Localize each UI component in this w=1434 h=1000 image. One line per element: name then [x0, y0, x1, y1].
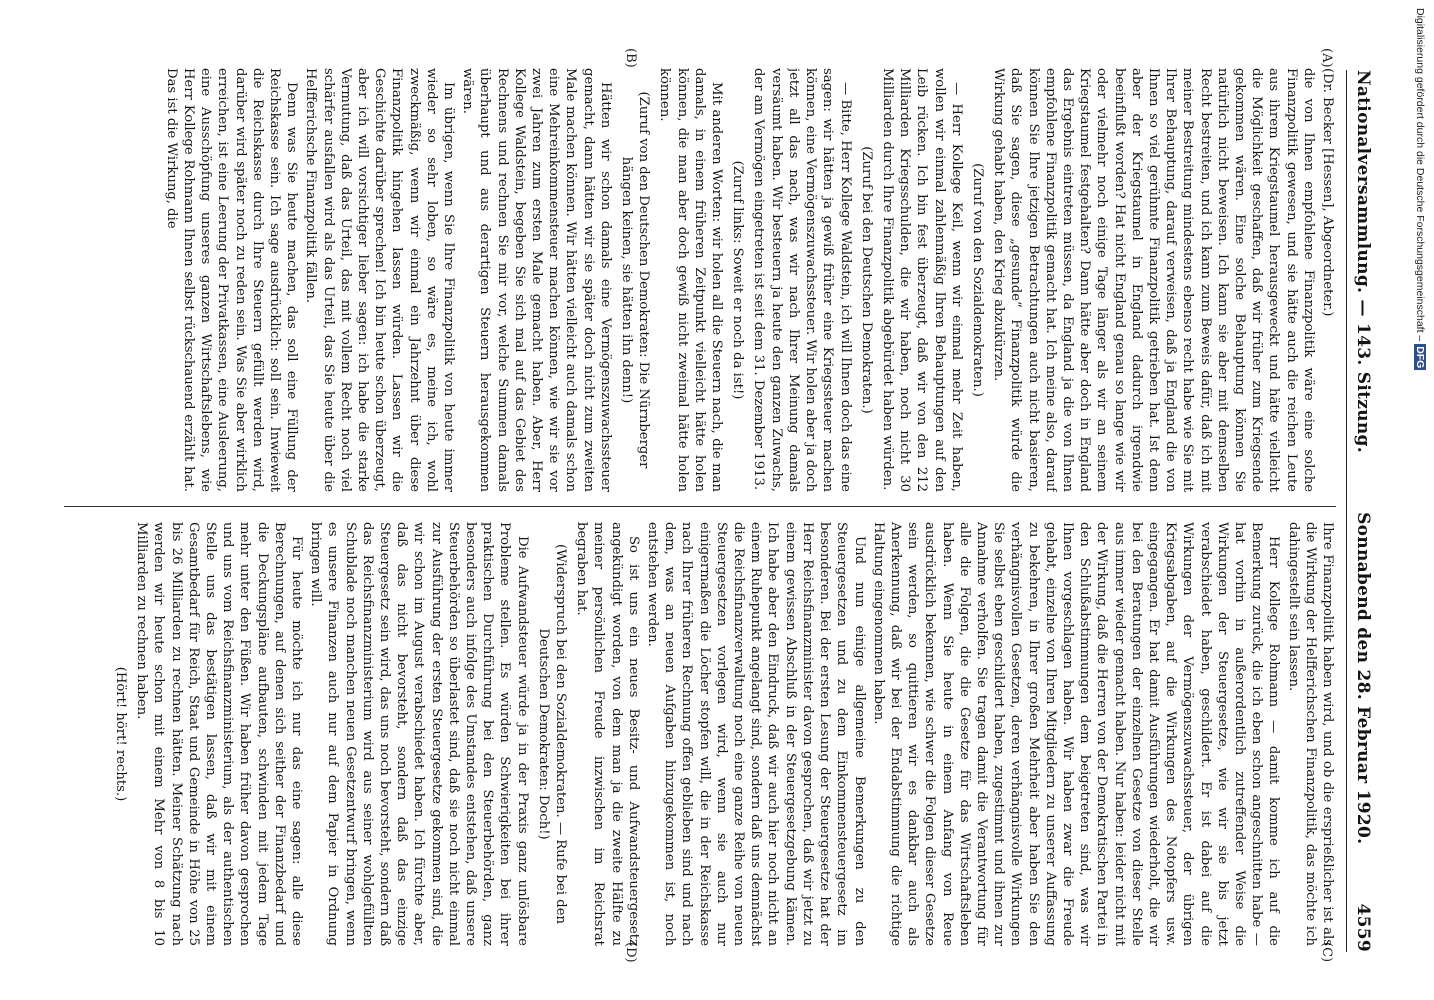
- paragraph: Hätten wir schon damals eine Vermögenszuwachssteuer gemacht, dann hätten wir sie später doch nicht zum zweiten Male machen können. Wir hätten vielleicht auch damals schon eine Mehreinkommensteuer machen können, wie wir sie vor zwei Jahren zum ersten Male gemacht haben. Aber, Herr Kollege Waldstein, begeben Sie sich mal auf das Gebiet des Rechnens und rechnen Sie mir vor, welche Summen damals überhaupt und aus derartigen Steuern herausgekommen wären.: [460, 68, 613, 492]
- paragraph: — Bitte, Herr Kollege Waldstein, ich will Ihnen doch das eine sagen: wir hätten ja gewiß früher eine Kriegssteuer machen können, eine Vermögenszuwachssteuer. Wir holen aber ja doch jetzt all das nach, was wir nach Ihrer Meinung damals versäumt haben. Wir besteuern ja heute den ganzen Zuwachs, der am Vermögen eingetreten ist seit dem 31. Dezember 1913.: [751, 68, 853, 492]
- interjection: (Widerspruch bei den Sozialdemokraten. — Rufe bei den Deutschen Demokraten: Doch!): [535, 543, 569, 925]
- header-date: Sonnabend den 28. Februar 1920.: [1353, 512, 1373, 845]
- dfg-logo: DFG: [1414, 346, 1426, 369]
- credit-text: [1412, 8, 1426, 984]
- margin-marker-a: (A): [1319, 48, 1334, 68]
- rotated-newspaper-page: [46, 42, 1398, 970]
- left-text-column: [64, 68, 1336, 492]
- paragraph: Im übrigen, wenn Sie Ihre Finanzpolitik von heute immer wieder so sehr loben, so wäre es, meine ich, wohl zweckmäßig, wenn wir einmal ein Jahrzehnt über diese Finanzpolitik hingehen lassen würden. Lassen wir die Geschichte darüber sprechen! Ich bin heute schon überzeugt, aber ich will vorsichtiger lieber sagen: ich habe die starke Vermutung, daß das Urteil, das mit vollem Recht noch viel schärfer ausfallen wird als das Urteil, das Sie heute über die Helfferichsche Finanzpolitik fällen.: [303, 68, 457, 492]
- paragraph: die von Ihnen empfohlene Finanzpolitik wäre eine solche Finanzpolitik gewesen, und sie hätte auch die reichen Leute aus ihrem Kriegstaumel herausgeweckt und hätte vielleicht die Möglichkeit geschaffen, daß wir früher zum Kriegsende gekommen wären. Eine solche Behauptung können Sie natürlich nicht beweisen. Ich kann sie aber mit demselben Recht bestreiten, und ich kann zum Beweis dafür, daß ich mit meiner Bestreitung mindestens ebenso recht habe wie Sie mit Ihrer Behauptung, darauf verweisen, daß ja England die von Ihnen so viel gerühmte Finanzpolitik getrieben hat. Ist denn aber der Kriegstaumel in England dadurch irgendwie beeinflußt worden? Hat nicht England genau so lange wie wir oder vielmehr noch einige Tage länger als wir an seinem Kriegstaumel festgehalten? Dann hätte aber doch in England das Ergebnis eintreten müssen, da England ja die von Ihnen empfohlene Finanzpolitik gemacht hat. Ich meine also, darauf können Sie Ihre jetzigen Betrachtungen auch nicht basieren, daß Sie sagen, diese „gesunde“ Finanzpolitik würde die Wirkung gehabt haben, den Krieg abzukürzen.: [991, 68, 1316, 492]
- header-session: Nationalversammlung. — 143. Sitzung.: [1353, 70, 1373, 453]
- paragraph: Und nun einige allgemeine Bemerkungen zu den Steuergesetzen und zu dem Einkommensteuergesetz im besonderen. Bei der ersten Lesung der Steuergesetze hat der Herr Reichsfinanzminister davon gesprochen, daß wir jetzt zu einem gewissen Abschluß in der Steuergesetzgebung kämen. Ich habe aber den Eindruck, daß wir auch hier noch nicht an einem Ruhepunkt angelangt sind, sondern daß uns demnächst die Reichsfinanzverwaltung noch eine ganze Reihe von neuen Steuergesetzen vorlegen wird, wenn sie auch nur einigermaßen die Löcher stopfen will, die in der Reichskasse nach Ihrer früheren Rechnung offen geblieben sind und nach dem, was an neuen Aufgaben hinzugekommen ist, noch entstehen werden.: [645, 522, 867, 946]
- paragraph: Mit anderen Worten: wir holen all die Steuern nach, die man damals, in einem früheren Zeitpunkt vielleicht hätte holen können, die man aber doch gewiß nicht zweimal hätte holen können.: [657, 68, 725, 492]
- interjection: (Zuruf von den Sozialdemokraten.): [969, 163, 985, 397]
- running-head: [1350, 70, 1376, 952]
- interjection: (Zuruf von den Deutschen Demokraten: Die Nürnberger hängen keinen, sie hätten ihn denn!): [619, 91, 652, 469]
- digitization-credit: [1410, 8, 1432, 992]
- header-rule: [1346, 70, 1347, 952]
- paragraph: Für heute möchte ich nur das eine sagen: alle diese Berechnungen, auf denen sich seither der Finanzbedarf und die Deckungspläne aufbauten, schwinden mit jedem Tage mehr unter den Füßen. Wir haben früher davon gesprochen und uns vom Reichsfinanzministerium, als der authentischen Stelle uns das bestätigen lassen, daß wir mit einem Gesamtbedarf für Reich, Staat und Gemeinde in Höhe von 25 bis 26 Milliarden zu rechnen hätten. Meiner Schätzung nach werden wir heute schon mit einem Mehr von 8 bis 10 Milliarden zu rechnen haben.: [134, 522, 305, 946]
- paragraph: Denn was Sie heute machen, das soll eine Füllung der Reichskasse sein. Ich sage ausdrücklich: soll sein. Inwieweit die Reichskasse durch Ihre Steuern gefüllt werden wird, darüber wird später noch zu reden sein. Was Sie aber wirklich erreichen, ist eine Leerung der Privatkassen, eine Ausleerung, eine Ausschöpfung unseres ganzen Wirtschaftslebens, wie Herr Kollege Rohmann Ihnen selbst rückschauend erzählt hat. Das ist die Wirkung, die: [163, 68, 300, 492]
- interjection: (Zuruf links: Soweit er noch da ist!): [730, 160, 746, 400]
- margin-marker-d: (D): [623, 942, 638, 963]
- paragraph: So ist uns ein neues Besitz- und Aufwandsteuergesetz angekündigt worden, von dem man ja die zweite Hälfte zu meiner persönlichen Freude inzwischen im Reichsrat begraben hat.: [574, 522, 641, 946]
- paragraph: Ihre Finanzpolitik haben wird, und ob die ersprießlicher ist als die Wirkung der Helfferichschen Finanzpolitik, das möchte ich dahingestellt sein lassen.: [1285, 522, 1335, 946]
- paragraph: Die Aufwandsteuer würde ja in der Praxis ganz unlösbare Probleme stellen. Es würden Schwierigkeiten bei ihrer praktischen Durchführung bei den Steuerbehörden, ganz besonders auch infolge des Umstandes entstehen, daß unsere Steuerbehörden so überlastet sind, daß sie noch nicht einmal zur Ausführung der ersten Steuergesetze gekommen sind, die wir schon im August verabschiedet haben. Ich fürchte aber, daß das nicht bevorsteht, sondern daß das einzige Steuergesetz sein wird, das uns noch bevorsteht, sondern daß das Reichsfinanzministerium wird aus seiner wohlgefüllten Schublade noch manchen neuen Gesetzentwurf bringen, wenn es unsere Finanzen auch nur auf dem Papier in Ordnung bringen will.: [308, 522, 530, 946]
- right-text-column: [64, 522, 1336, 946]
- page-number: 4559: [1353, 903, 1373, 952]
- paragraph: — Herr Kollege Keil, wenn wir einmal mehr Zeit haben, wollen wir einmal zahlenmäßig Ihren Behauptungen auf den Leib rücken. Ich bin fest überzeugt, daß wir von den 212 Milliarden Kriegsschulden, die wir haben, noch nicht 30 Milliarden durch Ihre Finanzpolitik abgebürdet haben würden.: [879, 68, 964, 492]
- paragraph: Herr Kollege Rohmann — damit komme ich auf die Bemerkung zurück, die ich eben schon angeschnitten habe — hat vorhin in außerordentlich zutreffender Weise die Wirkungen der Steuergesetze, wie wir sie bis jetzt verabschiedet haben, geschildert. Er ist dabei auf die Wirkungen der Vermögenszuwachssteuer, der übrigen Kriegsabgaben, auf die Wirkungen des Notopfers usw. eingegangen. Er hat damit Ausführungen wiederholt, die wir bei den Beratungen der einzelnen Gesetze von dieser Stelle aus immer wieder gemacht haben. Nur haben: leider nicht mit der Wirkung, daß die Herren von der Demokratischen Partei in den Schlußabstimmungen dem beigetreten sind, was wir Ihnen vorgeschlagen haben. Wir haben zwar die Freude gehabt, einzelne von Ihren Mitgliedern zu unserer Auffassung zu bekehren, in Ihrer großen Mehrheit aber haben Sie den verhängnisvollen Gesetzen, deren verhängnisvolle Wirkungen Sie selbst eben geschildert haben, zugestimmt und ihnen zur Annahme verholfen. Sie tragen damit die Verantwortung für alle die Folgen, die die Gesetze für das Wirtschaftsleben haben. Wenn Sie heute in einem Anfang von Reue ausdrücklich bekennen, wie schwer die Folgen dieser Gesetze sein werden, so quittieren wir es dankbar auch als Anerkennung, daß wir bei der Endabstimmung die richtige Haltung eingenommen haben.: [870, 522, 1282, 946]
- speaker-line: (Dr. Becker [Hessen], Abgeordneter.): [1320, 68, 1335, 317]
- interjection: (Hört! hört! rechts.): [112, 666, 128, 802]
- credit-line: Digitalisierung gefördert durch die Deutsche Forschungsgemeinschaft –: [1414, 8, 1426, 342]
- interjection: (Zuruf bei den Deutschen Demokraten.): [858, 146, 874, 414]
- scanned-page: [40, 40, 1400, 970]
- column-divider: [64, 506, 1336, 507]
- margin-marker-b: (B): [623, 48, 638, 68]
- margin-marker-c: (C): [1319, 942, 1334, 963]
